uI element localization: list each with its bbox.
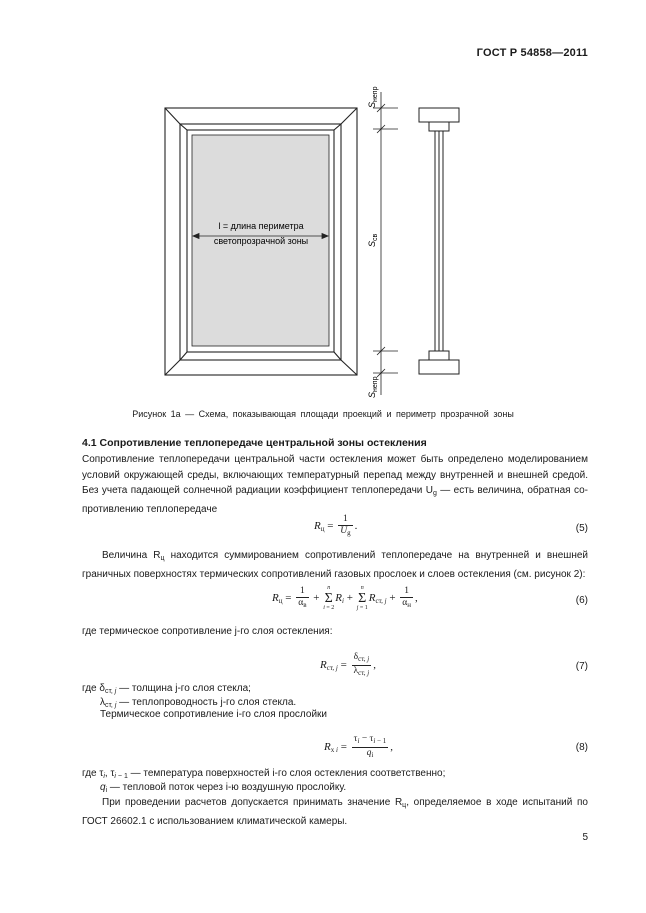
equation-7: $R_{ст, j}$ = $\frac{\delta_{ст, j}}{\lambda_{ст, j}}$ , xyxy=(320,652,376,677)
paragraph-1: Сопротивление теплопередачи центральной части остекления может быть определено моделированием условий окружающей среды, включающих температурный перепад между внутренней и внешней средой. Без учета падающей солнечной радиации коэффициент теплопередачи $U_g$ — есть величина, обратная со-противлению теплопередаче xyxy=(82,454,588,515)
perimeter-label-1: l = длина периметра xyxy=(218,221,304,231)
where-line-1: где термическое сопротивление j-го слоя остекления: xyxy=(82,626,333,637)
equation-8-number: (8) xyxy=(575,742,588,753)
paragraph-4: При проведении расчетов допускается принимать значение $R_ц$, определяемое в ходе испытаний по ГОСТ 26602.1 с использованием климатической камеры. xyxy=(82,797,588,827)
equation-7-number: (7) xyxy=(575,661,588,672)
s-sv-label: $S_{св}$ xyxy=(367,233,379,247)
paragraph-3: Термическое сопротивление i-го слоя прослойки xyxy=(100,709,327,720)
def-q: $q_i$ — тепловой поток через i-ю воздушную прослойку. xyxy=(100,782,347,794)
equation-6-number: (6) xyxy=(575,595,588,606)
def-tau: где $\tau_i$, $\tau_{i - 1}$ — температура поверхностей i-го слоя остекления соответственно; xyxy=(82,768,446,780)
figure-1a xyxy=(0,0,646,400)
equation-8: $R_{х i}$ = $\frac{\tau_i - \tau_{i - 1}}{q_i}$ , xyxy=(324,734,394,759)
figure-caption: Рисунок 1а — Схема, показывающая площади проекций и периметр прозрачной зоны xyxy=(132,409,514,419)
section-title: 4.1 Сопротивление теплопередаче центральной зоны остекления xyxy=(82,437,427,449)
def-delta: где $\delta_{ст, j}$ — толщина j-го слоя стекла; xyxy=(82,683,251,695)
s-nepr-bottom-label: $S_{непр}$ xyxy=(367,376,379,398)
page-number: 5 xyxy=(582,832,588,843)
def-lambda: $\lambda_{ст, j}$ — теплопроводность j-го слоя стекла. xyxy=(100,697,297,709)
section-profile xyxy=(419,108,459,374)
paragraph-2: Величина $R_ц$ находится суммированием сопротивлений теплопередаче на внутренней и внешней граничных поверхностях термических сопротивлений газовых прослоек и слоев остекления (см. рисунок 2): xyxy=(82,550,588,580)
s-nepr-top-label: $S_{непр}$ xyxy=(367,86,379,108)
equation-5-number: (5) xyxy=(575,523,588,534)
document-header: ГОСТ Р 54858—2011 xyxy=(476,47,588,59)
equation-6: $R_ц$ = $\frac{1}{\alpha_в}$ + n Σ $i = 2R_i + n$ Σ $j = 1R_{ст, j}$ + $\frac{1}{\alpha_н}$ , xyxy=(272,585,418,611)
perimeter-label-2: светопрозрачной зоны xyxy=(213,236,309,246)
equation-5: $R_ц$ = $\frac{1}{U_g}$ . xyxy=(314,514,358,537)
